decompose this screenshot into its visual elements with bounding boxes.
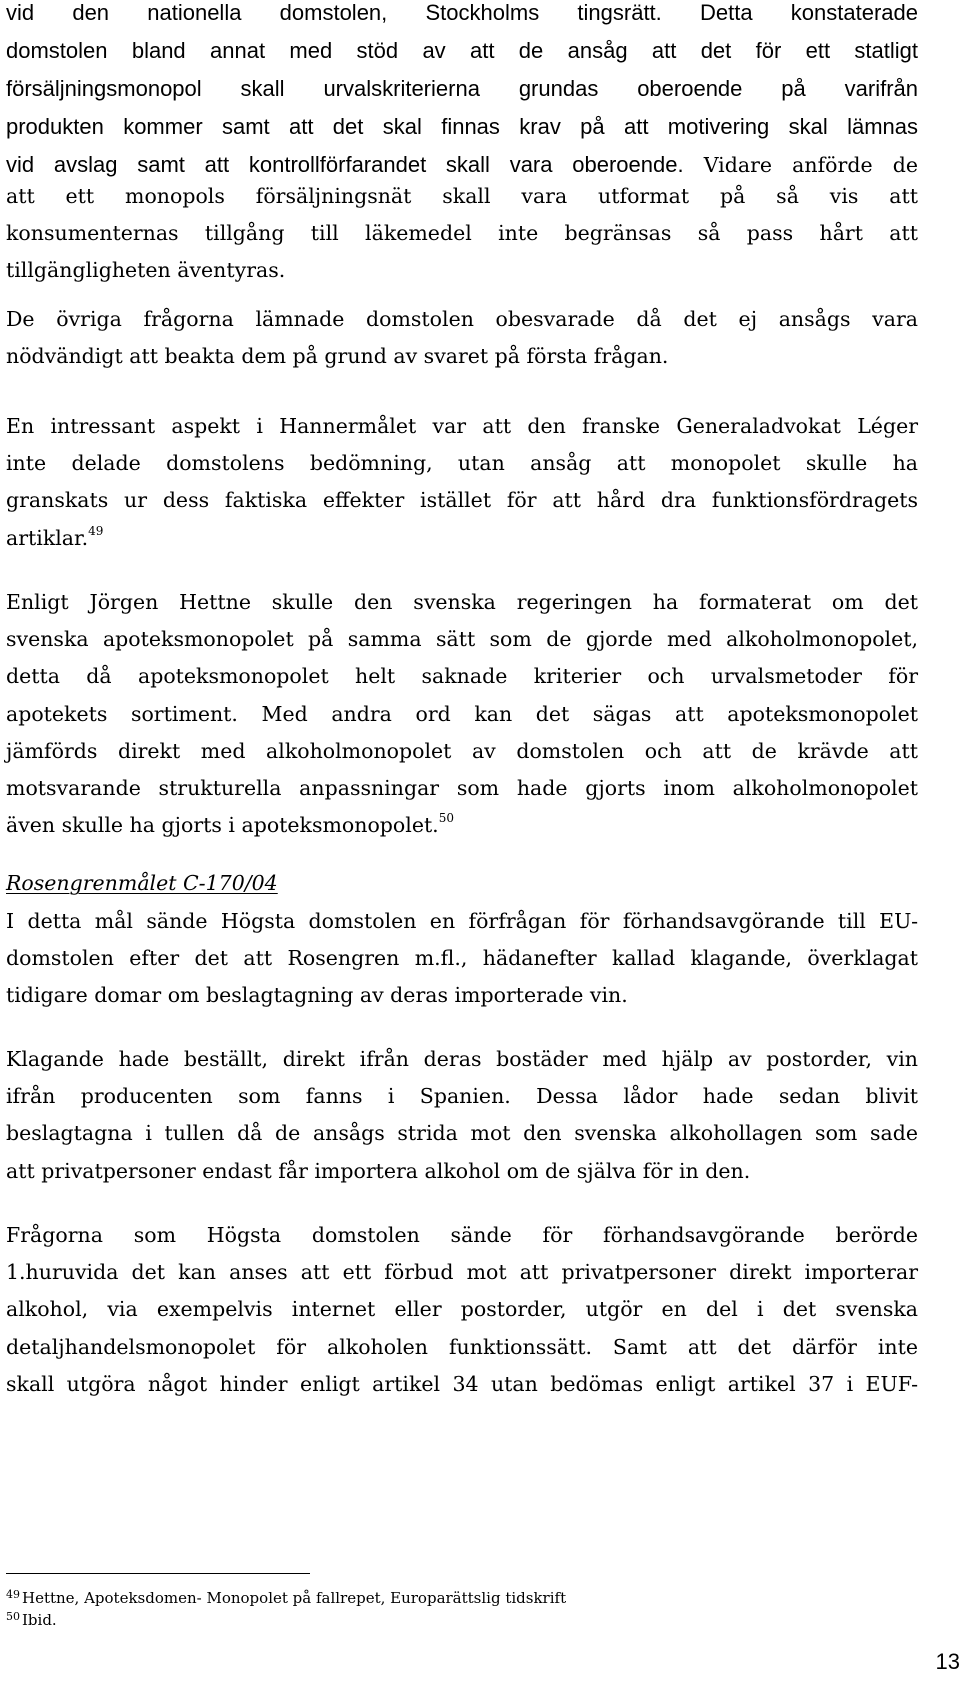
text-line: domstolen bland annat med stöd av att de ansåg att det för ett statligt [6,38,918,63]
text-segment: Vidare anförde de [683,153,918,177]
text-line: detta då apoteksmonopolet helt saknade kriterier och urvalsmetoder för [6,664,918,689]
text-line: att privatpersoner endast får importera alkohol om de själva för in den. [6,1158,751,1183]
text-line: skall utgöra något hinder enligt artikel 34 utan bedömas enligt artikel 37 i EUF- [6,1371,918,1396]
paragraph-rosengren-intro [6,903,918,1015]
text-line [6,520,918,557]
text-line: detaljhandelsmonopolet för alkoholen funktionssätt. Samt att det därför inte [6,1334,918,1359]
footnote-49 [6,1585,566,1608]
paragraph-leger-opinion [6,408,918,557]
footnote-divider [6,1573,310,1574]
text-line: Klagande hade beställt, direkt ifrån deras bostäder med hjälp av postorder, vin [6,1047,918,1071]
text-line: De övriga frågorna lämnade domstolen obesvarade då det ej ansågs vara [6,307,918,331]
text-line: tidigare domar om beslagtagning av deras importerade vin. [6,983,628,1008]
text-line: produkten kommer samt att det skal finnas krav på att motivering skal lämnas [6,114,918,139]
page-number: 13 [935,1649,960,1674]
text-line: domstolen efter det att Rosengren m.fl., hädanefter kallad klagande, överklagat [6,946,918,971]
text-line: att ett monopols försäljningsnät skall vara utformat på så vis att [6,184,918,208]
paragraph-hettne [6,584,918,844]
text-segment: artiklar. [6,525,89,550]
text-segment: vid avslag samt att kontrollförfarandet skall vara oberoende. [6,152,684,177]
text-line: beslagtagna i tullen då de ansågs strida mot den svenska alkohollagen som sade [6,1121,918,1146]
paragraph-hanner-ruling [6,0,918,184]
footnote-number: 50 [6,1610,20,1623]
text-line: granskats ur dess faktiska effekter istället för att hård dra funktionsfördragets [6,488,918,513]
text-line: apotekets sortiment. Med andra ord kan det sägas att apoteksmonopolet [6,701,918,726]
text-line: ifrån producenten som fanns i Spanien. Dessa lådor hade sedan blivit [6,1084,918,1109]
text-line: Frågorna som Högsta domstolen sände för förhandsavgörande berörde [6,1223,918,1247]
paragraph-questions [6,1217,918,1403]
footnote-text: Hettne, Apoteksdomen- Monopolet på fallrepet, Europarättslig tidskrift [22,1589,567,1607]
text-line: jämförds direkt med alkoholmonopolet av domstolen och att de krävde att [6,738,918,763]
footnote-ref-50[interactable]: 50 [438,811,454,826]
text-line: 1.huruvida det kan anses att ett förbud mot att privatpersoner direkt importerar [6,1260,918,1285]
paragraph-hanner-ruling-cont [6,178,918,290]
footnote-number: 49 [6,1588,20,1601]
text-line: konsumenternas tillgång till läkemedel inte begränsas så pass hårt att [6,221,918,246]
footnote-ref-49[interactable]: 49 [88,523,104,538]
footnote-text: Ibid. [22,1611,57,1629]
text-line: alkohol, via exempelvis internet eller postorder, utgör en del i det svenska [6,1297,918,1322]
text-line: Enligt Jörgen Hettne skulle den svenska regeringen ha formaterat om det [6,590,918,614]
text-line: motsvarande strukturella anpassningar som hade gjorts inom alkoholmonopolet [6,776,918,801]
text-segment: även skulle ha gjorts i apoteksmonopolet. [6,813,439,838]
footnote-50 [6,1607,57,1630]
text-line: tillgängligheten äventyras. [6,258,286,283]
text-line: försäljningsmonopol skall urvalskriterierna grundas oberoende på varifrån [6,76,918,101]
text-line: inte delade domstolens bedömning, utan ansåg att monopolet skulle ha [6,451,918,476]
text-line: vid den nationella domstolen, Stockholms tingsrätt. Detta konstaterade [6,0,918,25]
text-line: I detta mål sände Högsta domstolen en förfrågan för förhandsavgörande till EU- [6,909,918,933]
text-line: svenska apoteksmonopolet på samma sätt som de gjorde med alkoholmonopolet, [6,627,918,652]
paragraph-klagande [6,1041,918,1190]
paragraph-other-questions [6,301,918,375]
text-line: En intressant aspekt i Hannermålet var att den franske Generaladvokat Léger [6,414,918,438]
text-line: nödvändigt att beakta dem på grund av svaret på första frågan. [6,344,669,369]
section-heading [6,865,918,902]
section-heading-text: Rosengrenmålet C-170/04 [6,871,278,895]
text-line [6,807,918,844]
